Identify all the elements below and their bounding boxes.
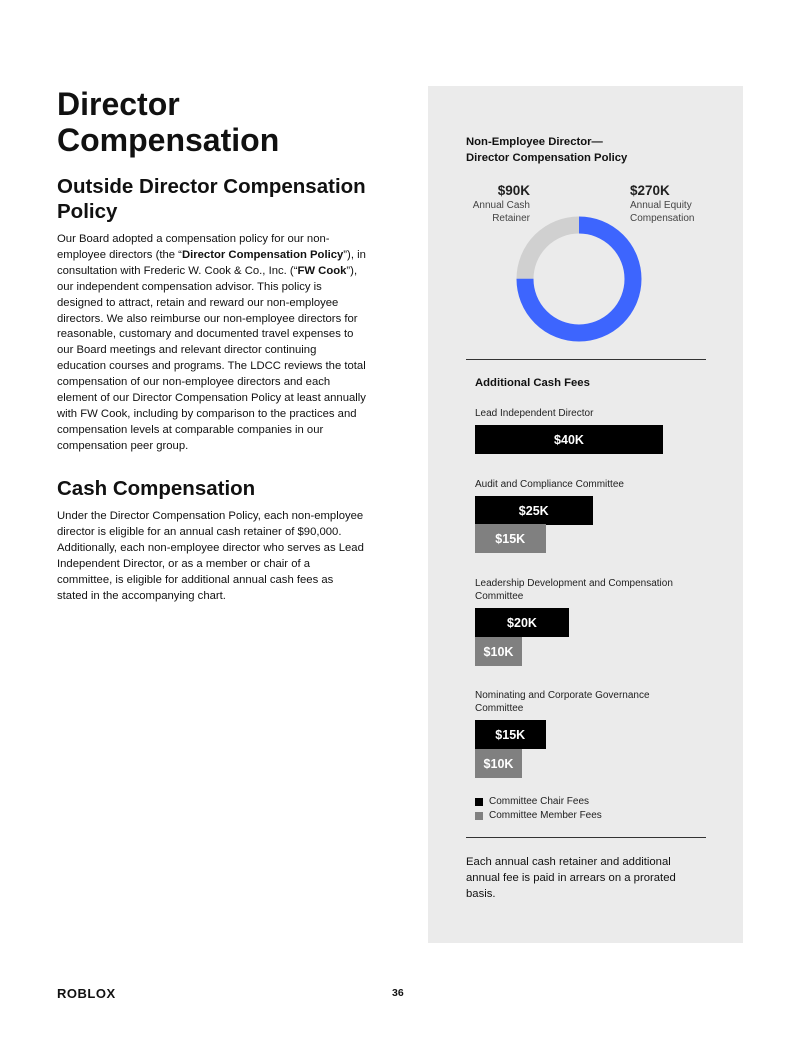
cash-heading: Cash Compensation [57, 477, 256, 500]
divider [466, 837, 706, 838]
category-label-nominating-and-corporate-governance-committee: Nominating and Corporate Governance Committee [475, 690, 650, 714]
category-label-audit-and-compliance-committee: Audit and Compliance Committee [475, 479, 624, 490]
policy-bold-a: Director Compensation Policy [181, 248, 344, 261]
divider [466, 359, 706, 360]
policy-paragraph [57, 232, 367, 455]
donut-amount-equity: $270K [630, 183, 670, 198]
bar-chair-lead-independent-director: $40K [475, 425, 663, 454]
category-label-leadership-development-and-compensation-committee: Leadership Development and Compensation Committee [475, 578, 673, 602]
bar-member-leadership-development-and-compensation-committee: $10K [475, 637, 522, 666]
fees-chart-title: Additional Cash Fees [475, 377, 590, 389]
policy-text-b: ”), in consultation with Frederic W. Cook & Co., Inc. (“ [57, 248, 366, 277]
bar-member-audit-and-compliance-committee: $15K [475, 524, 546, 553]
bar-chair-leadership-development-and-compensation-committee: $20K [475, 608, 569, 637]
compensation-sidebar [428, 86, 743, 943]
legend-item-member [475, 809, 602, 823]
category-label-lead-independent-director: Lead Independent Director [475, 408, 594, 419]
donut-amount-cash: $90K [497, 183, 530, 198]
donut-caption-cash: Annual Cash Retainer [472, 200, 530, 224]
legend-swatch-member [475, 812, 483, 820]
sidebar-title-line2: Director Compensation Policy [466, 152, 628, 164]
legend-item-chair [475, 795, 602, 809]
legend-label-chair: Committee Chair Fees [489, 796, 590, 807]
page-number: 36 [392, 987, 404, 999]
donut-caption-equity: Annual Equity Compensation [630, 200, 695, 224]
page-title: Director Compensation [57, 86, 280, 158]
sidebar-title-line1: Non-Employee Director— [466, 136, 603, 148]
policy-heading: Outside Director Compensation Policy [57, 175, 366, 223]
bar-member-nominating-and-corporate-governance-committee: $10K [475, 749, 522, 778]
policy-text-a: Our Board adopted a compensation policy for our non-employee directors (the “ [57, 233, 330, 261]
cash-paragraph: Under the Director Compensation Policy, each non-employee director is eligible for an annual cash retainer of $90,000. Additionally, each non-employee director who serves as Lead Independent Director, or as a member or chair of a committee, is eligible for additional annual cash fees as stated in the accompanying chart. [57, 510, 364, 602]
bar-chair-nominating-and-corporate-governance-committee: $15K [475, 720, 546, 749]
roblox-logo: ROBLOX [57, 986, 116, 1001]
sidebar-note: Each annual cash retainer and additional annual fee is paid in arrears on a prorated basis. [466, 856, 676, 900]
policy-text-c: ”), our independent compensation advisor. This policy is designed to attract, retain and reward our non-employee directors. We also reimburse our non-employee directors for reasonable, customary and documented travel expenses to our Board meetings and relevant director continuing education courses and programs. The LDCC reviews the total compensation of our non-employee directors and each element of our Director Compensation Policy at least annually with FW Cook, including by comparison to the practices and compensation levels at comparable companies in our compensation peer group. [57, 264, 366, 452]
legend-swatch-chair [475, 798, 483, 806]
donut-label-equity [630, 182, 730, 225]
legend-label-member: Committee Member Fees [489, 810, 602, 821]
compensation-donut-chart [514, 214, 644, 344]
chart-legend [475, 795, 602, 823]
policy-bold-b: FW Cook [297, 264, 347, 277]
sidebar-title [466, 134, 706, 166]
bar-chair-audit-and-compliance-committee: $25K [475, 496, 593, 525]
